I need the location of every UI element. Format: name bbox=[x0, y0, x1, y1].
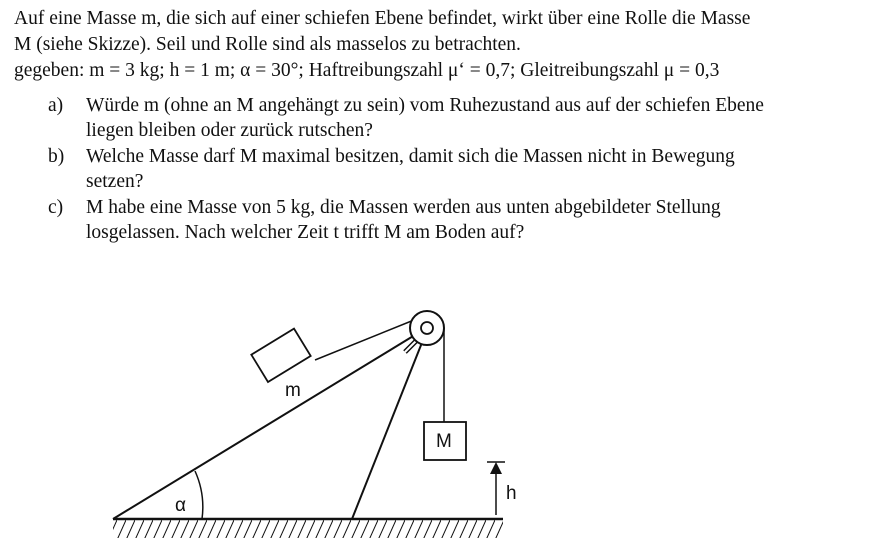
task-line: M habe eine Masse von 5 kg, die Massen werden aus unten abgebildeter Stellung bbox=[86, 197, 721, 218]
task-line: losgelassen. Nach welcher Zeit t trifft M am Boden auf? bbox=[86, 222, 525, 243]
task-line: setzen? bbox=[86, 171, 144, 192]
mass-m-label: m bbox=[285, 380, 301, 401]
intro-line-1: Auf eine Masse m, die sich auf einer schiefen Ebene befindet, wirkt über eine Rolle die Masse bbox=[14, 8, 751, 29]
incline-support bbox=[352, 330, 427, 519]
ground-hatching bbox=[113, 519, 503, 538]
angle-label: α bbox=[175, 495, 186, 516]
height-label: h bbox=[506, 483, 517, 504]
mass-m-block bbox=[251, 329, 310, 382]
given-values: gegeben: m = 3 kg; h = 1 m; α = 30°; Haftreibungszahl μ‘ = 0,7; Gleitreibungszahl μ = 0,3 bbox=[14, 60, 720, 81]
task-line: Würde m (ohne an M angehängt zu sein) vom Ruhezustand aus auf der schiefen Ebene bbox=[86, 95, 764, 116]
rope-incline bbox=[315, 320, 414, 360]
mass-M-label: M bbox=[436, 431, 452, 452]
task-label: c) bbox=[48, 197, 64, 218]
task-line: liegen bleiben oder zurück rutschen? bbox=[86, 120, 373, 141]
angle-arc bbox=[195, 471, 203, 519]
task-label: a) bbox=[48, 95, 64, 116]
task-line: Welche Masse darf M maximal besitzen, damit sich die Massen nicht in Bewegung bbox=[86, 146, 735, 167]
pulley-axle bbox=[421, 322, 433, 334]
task-label: b) bbox=[48, 146, 65, 167]
intro-line-2: M (siehe Skizze). Seil und Rolle sind als masselos zu betrachten. bbox=[14, 34, 521, 55]
